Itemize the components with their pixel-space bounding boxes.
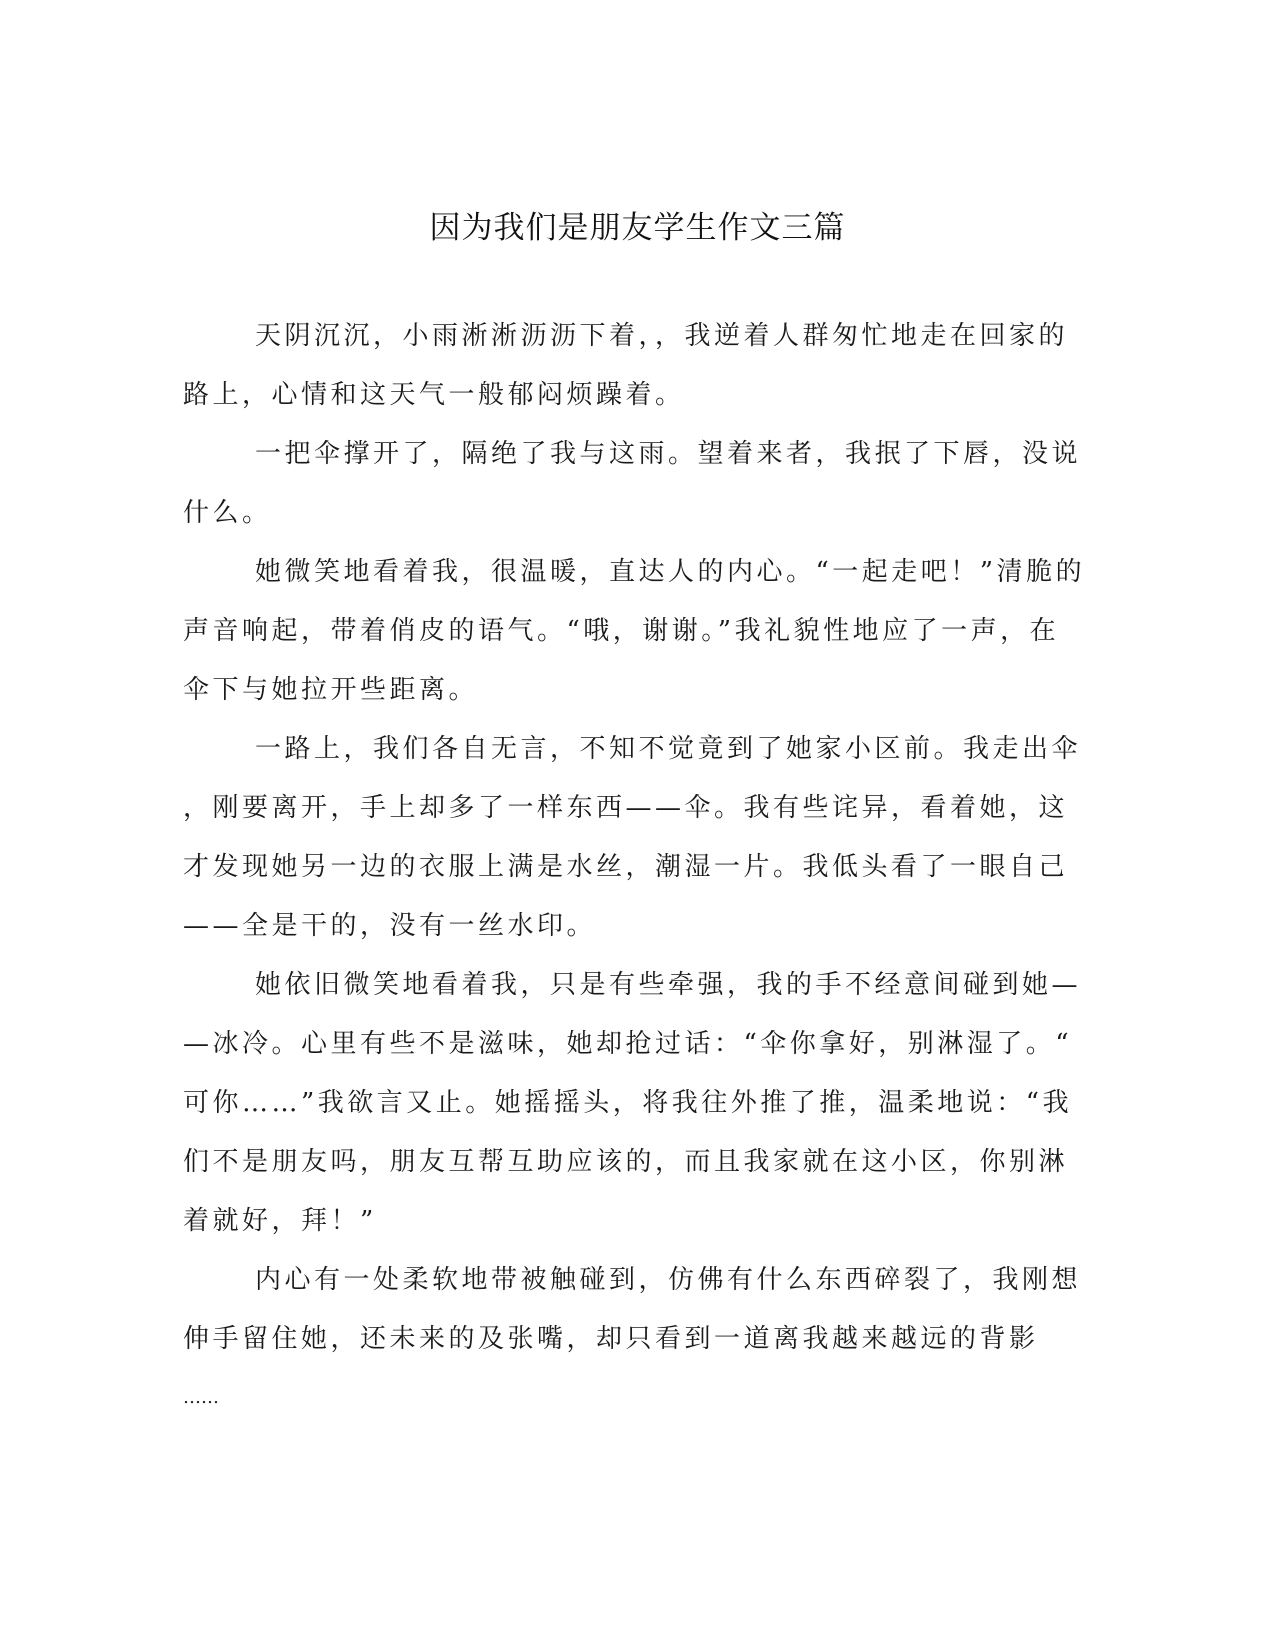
paragraph-5-line-3: 可你……”我欲言又止。她摇摇头，将我往外推了推，温柔地说：“我 bbox=[183, 1088, 1073, 1118]
paragraph-3-line-2: 声音响起，带着俏皮的语气。“哦，谢谢。”我礼貌性地应了一声，在 bbox=[183, 616, 1060, 646]
paragraph-4-line-3: 才发现她另一边的衣服上满是水丝，潮湿一片。我低头看了一眼自己 bbox=[183, 852, 1069, 882]
paragraph-5-line-5: 着就好，拜！” bbox=[183, 1206, 377, 1236]
document-title: 因为我们是朋友学生作文三篇 bbox=[429, 210, 846, 246]
paragraph-3-line-3: 伞下与她拉开些距离。 bbox=[183, 675, 479, 705]
paragraph-5-line-1: 她依旧微笑地看着我，只是有些牵强，我的手不经意间碰到她— bbox=[255, 970, 1082, 1000]
paragraph-1-line-1: 天阴沉沉，小雨淅淅沥沥下着，，我逆着人群匆忙地走在回家的 bbox=[255, 321, 1069, 351]
paragraph-4-line-4: ——全是干的，没有一丝水印。 bbox=[183, 911, 597, 941]
paragraph-2-line-1: 一把伞撑开了，隔绝了我与这雨。望着来者，我抿了下唇，没说 bbox=[255, 439, 1082, 469]
paragraph-5-line-2: —冰冷。心里有些不是滋味，她却抢过话：“伞你拿好，别淋湿了。“ bbox=[183, 1029, 1073, 1059]
paragraph-4-line-1: 一路上，我们各自无言，不知不觉竟到了她家小区前。我走出伞 bbox=[255, 734, 1082, 764]
paragraph-5-line-4: 们不是朋友吗，朋友互帮互助应该的，而且我家就在这小区，你别淋 bbox=[183, 1147, 1069, 1177]
paragraph-3-line-1: 她微笑地看着我，很温暖，直达人的内心。“一起走吧！”清脆的 bbox=[255, 557, 1086, 587]
paragraph-1-line-2: 路上，心情和这天气一般郁闷烦躁着。 bbox=[183, 380, 685, 410]
paragraph-6-line-3: …… bbox=[183, 1387, 219, 1408]
paragraph-2-line-2: 什么。 bbox=[183, 498, 272, 528]
paragraph-6-line-2: 伸手留住她，还未来的及张嘴，却只看到一道离我越来越远的背影 bbox=[183, 1324, 1039, 1354]
paragraph-6-line-1: 内心有一处柔软地带被触碰到，仿佛有什么东西碎裂了，我刚想 bbox=[255, 1265, 1082, 1295]
paragraph-4-line-2: ，刚要离开，手上却多了一样东西——伞。我有些诧异，看着她，这 bbox=[183, 793, 1069, 823]
